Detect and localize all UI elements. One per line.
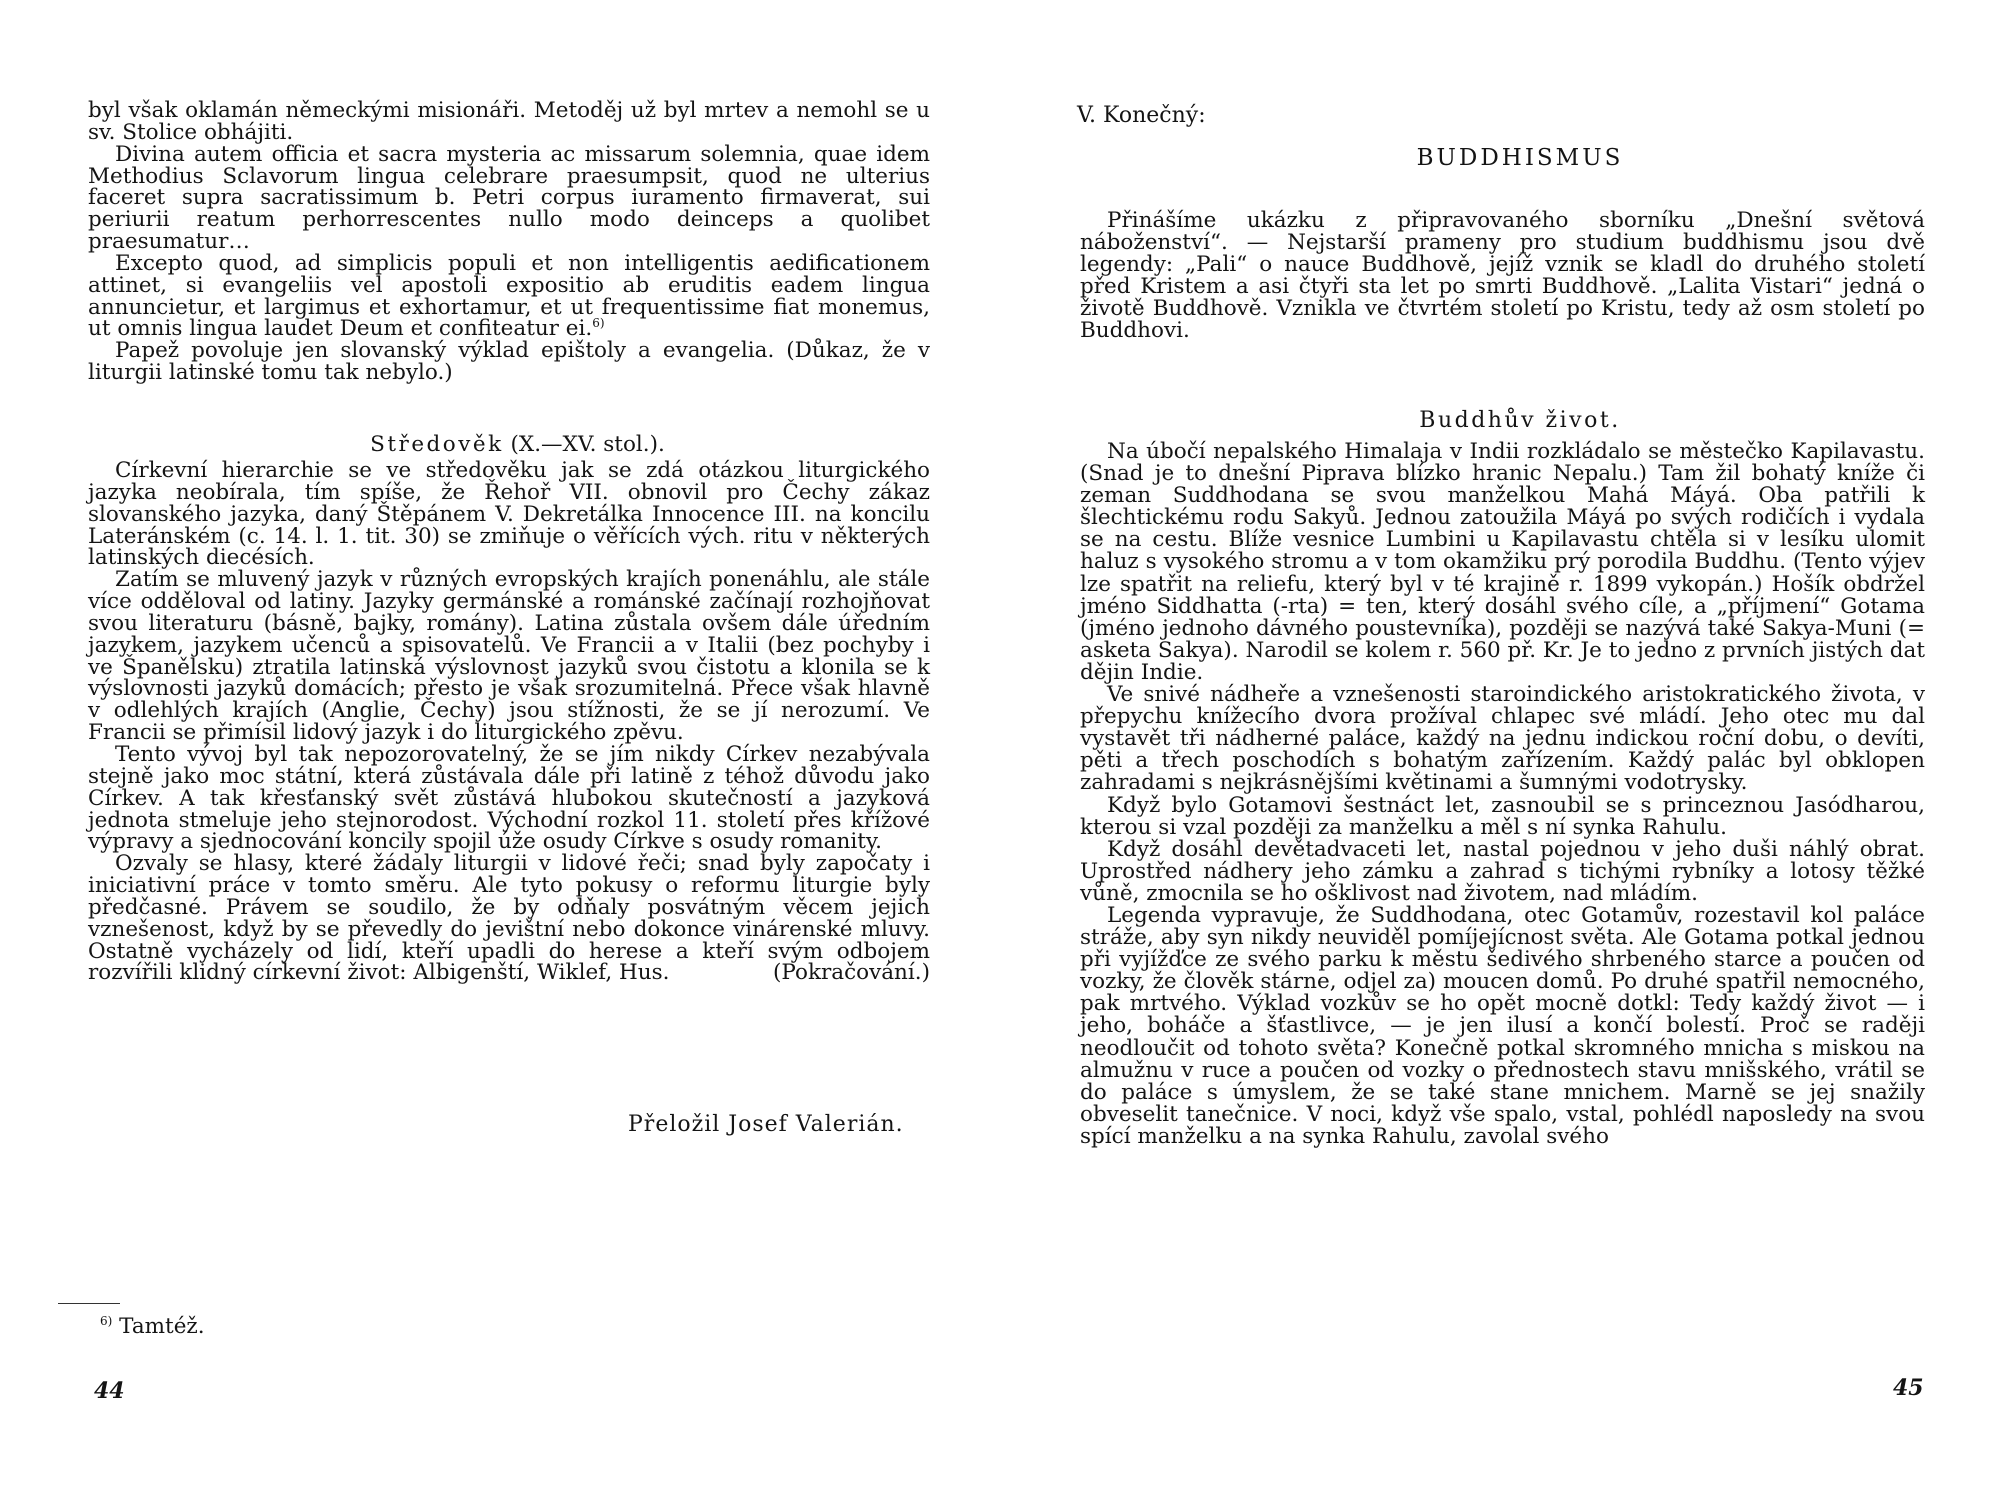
footnote-mark: 6) <box>100 1314 113 1328</box>
section-heading-spaced: Středověk <box>370 432 504 457</box>
paragraph: Když bylo Gotamovi šestnáct let, zasnoubil se s princeznou Jasódharou, kterou si vzal později za manželku a měl s ní synka Rahulu. <box>1080 792 1925 840</box>
article-body <box>995 441 1925 1148</box>
paragraph-text: Ozvaly se hlasy, které žádaly liturgii v lidové řeči; snad byly započaty i iniciativní práce v tomto směru. Ale tyto pokusy o reformu liturgie byly předčasné. Právem se soudilo, že by odňaly posvátným věcem jejich vznešenost, když by se převedly do jevištní nebo dokonce vinárenské mluvy. Ostatně vycházely od lidí, kteří upadli do herese a kteří svým odbojem rozvířili klidný církevní život: Albigenští, Wiklef, Hus. <box>88 851 930 986</box>
article-author: V. Konečný: <box>1077 103 1206 128</box>
section-heading-rest: (X.—XV. stol.). <box>510 432 665 457</box>
paragraph: Když dosáhl devětadvaceti let, nastal pojednou v jeho duši náhlý obrat. Uprostřed nádhery jeho zámku a zahrad s tichými rybníky a lotosy těžké vůně, zmocnila se ho ošklivost nad životem, nad mládím. <box>1080 836 1925 906</box>
page-number-left: 44 <box>94 1378 125 1404</box>
page-number-right: 45 <box>1893 1375 1924 1401</box>
translator-signature: Přeložil Josef Valerián. <box>628 1112 904 1137</box>
article-title: BUDDHISMUS <box>1416 145 1624 171</box>
footnote-ref: 6) <box>592 316 605 331</box>
paragraph: Na úbočí nepalského Himalaja v Indii rozkládalo se městečko Kapilavastu. (Snad je to dnešní Piprava blízko hranic Nepalu.) Tam žil bohatý kníže či zeman Suddhodana se svou manželkou Mahá Máyá. Oba patřili k šlechtickému rodu Sakyů. Jednou zatoužila Máyá po svých rodičích i vydala se na cestu. Blíže vesnice Lumbini u Kapilavastu chtěla si v lesíku ulomit haluz s vysokého stromu a v tom okamžiku prý porodila Buddhu. (Tento výjev lze spatřit na reliefu, který byl v té krajině r. 1899 vykopán.) Hošík obdržel jméno Siddhatta (-rta) = ten, který dosáhl svého cíle, a „příjmení“ Gotama (jméno jednoho dávného poustevníka), později se nazývá také Sakya-Muni (= asketa Sakya). Narodil se kolem r. 560 př. Kr. Je to jedno z prvních jistých dat dějin Indie. <box>1080 439 1925 685</box>
continuation-note: (Pokračování.) <box>773 960 930 986</box>
paragraph: Legenda vypravuje, že Suddhodana, otec Gotamův, rozestavil kol paláce stráže, aby syn nikdy neuviděl pomíjejícnost světa. Ale Gotama potkal jednou při vyjížďce ze svého parku k městu šedivého shrbeného starce a poučen od vozky, že člověk stárne, odjel za) moucen domů. Po druhé spatřil nemocného, pak mrtvého. Výklad vozkův se ho opět mocně dotkl: Tedy každý život — i jeho, boháče a šťastlivce, — je jen ilusí a končí bolestí. Proč se raději neodloučit od tohoto světa? Konečně potkal skromného mnicha s miskou na almužnu v ruce a poučen od vozky o přednostech stavu mnišského, vrátil se do paláce s úmyslem, že se také stane mnichem. Marně se jej snažily obveselit tanečnice. V noci, když vše spalo, vstal, pohlédl naposledy na svou spící manželku a na synka Rahulu, zavolal svého <box>1080 902 1925 1149</box>
paragraph: Zatím se mluvený jazyk v různých evropských krajích ponenáhlu, ale stále více odděloval od latiny. Jazyky germánské a románské začínají rozhojňovat svou literaturu (básně, bajky, romány). Latina zůstala ovšem dále úředním jazykem, jazykem učenců a spisovatelů. Ve Francii a v Italii (bez pochyby i ve Španělsku) ztratila latinská výslovnost jazyků svou čistotu a klonila se k výslovnosti jazyků domácích; přesto je však srozumitelná. Přece však hlavně v odlehlých krajích (Anglie, Čechy) jsou stížnosti, že se jí nerozumí. Ve Francii se přimísil lidový jazyk i do liturgického zpěvu. <box>88 567 930 746</box>
intro-paragraph: Přinášíme ukázku z připravovaného sborníku „Dnešní světová náboženství“. — Nejstarší prameny pro studium buddhismu jsou dvě legendy: „Pali“ o nauce Buddhově, jejíž vznik se kladl do druhého století před Kristem a asi čtyři sta let po smrti Buddhově. „Lalita Vistari“ jedná o životě Buddhově. Vznikla ve čtvrtém století po Kristu, tedy až osm století po Buddhovi. <box>1080 208 1925 344</box>
paragraph: Církevní hierarchie se ve středověku jak se zdá otázkou liturgického jazyka neobírala, tím spíše, že Řehoř VII. obnovil pro Čechy zákaz slovanského jazyka, daný Štěpánem V. Dekretálka Innocence III. na koncilu Lateránském (c. 14. l. 1. tit. 30) se zmiňuje o věřících vých. ritu v některých latinských diecésích. <box>88 458 930 571</box>
section-heading-buddha: Buddhův život. <box>1419 408 1621 433</box>
paragraph: Tento vývoj byl tak nepozorovatelný, že se jím nikdy Církev nezabývala stejně jako moc státní, která zůstávala dále při latině z téhož důvodu jako Církev. A tak křesťanský svět zůstává hlubokou skutečností a jazyková jednota stmeluje jeho stejnorodost. Východní rozkol 11. století přes křížové výpravy a sjednocování koncily spojil úže osudy Církve s osudy romanity. <box>88 741 930 855</box>
paragraph-text: Excepto quod, ad simplicis populi et non intelligentis aedificationem attinet, si evangeliis vel apostoli expositio ab eruditis eadem lingua annuncietur, et largimus et exhortamur, et ut frequentissime fiat monemus, ut omnis lingua laudet Deum et confiteatur ei. <box>88 250 930 342</box>
article-intro <box>995 210 1925 343</box>
paragraph: byl však oklamán německými misionáři. Metoděj už byl mrtev a nemohl se u sv. Stolice obhájiti. <box>88 98 930 145</box>
footnote-text: Tamtéž. <box>119 1314 205 1340</box>
paragraph: Papež povoluje jen slovanský výklad epištoly a evangelia. (Důkaz, že v liturgii latinské tomu tak nebylo.) <box>88 338 930 386</box>
paragraph: Ve snivé nádheře a vznešenosti staroindického aristokratického života, v přepychu knížecího dvora prožíval chlapec své mládí. Jeho otec mu dal vystavět tři nádherné paláce, každý na jednu indickou roční dobu, o devíti, pěti a třech poschodích s bohatým zařízením. Každý palác byl obklopen zahradami s nejkrásnějšími květinami a šumnými vodotrysky. <box>1080 682 1925 796</box>
paragraph-latin-1: Divina autem officia et sacra mysteria ac missarum solemnia, quae idem Methodius Sclavorum lingua celebrare praesumpsit, quod ne ulterius faceret supra sacratissimum b. Petri corpus iuramento firmaverat, sui periurii reatum perhorrescentes nullo modo deinceps a quolibet praesumatur… <box>88 141 930 255</box>
